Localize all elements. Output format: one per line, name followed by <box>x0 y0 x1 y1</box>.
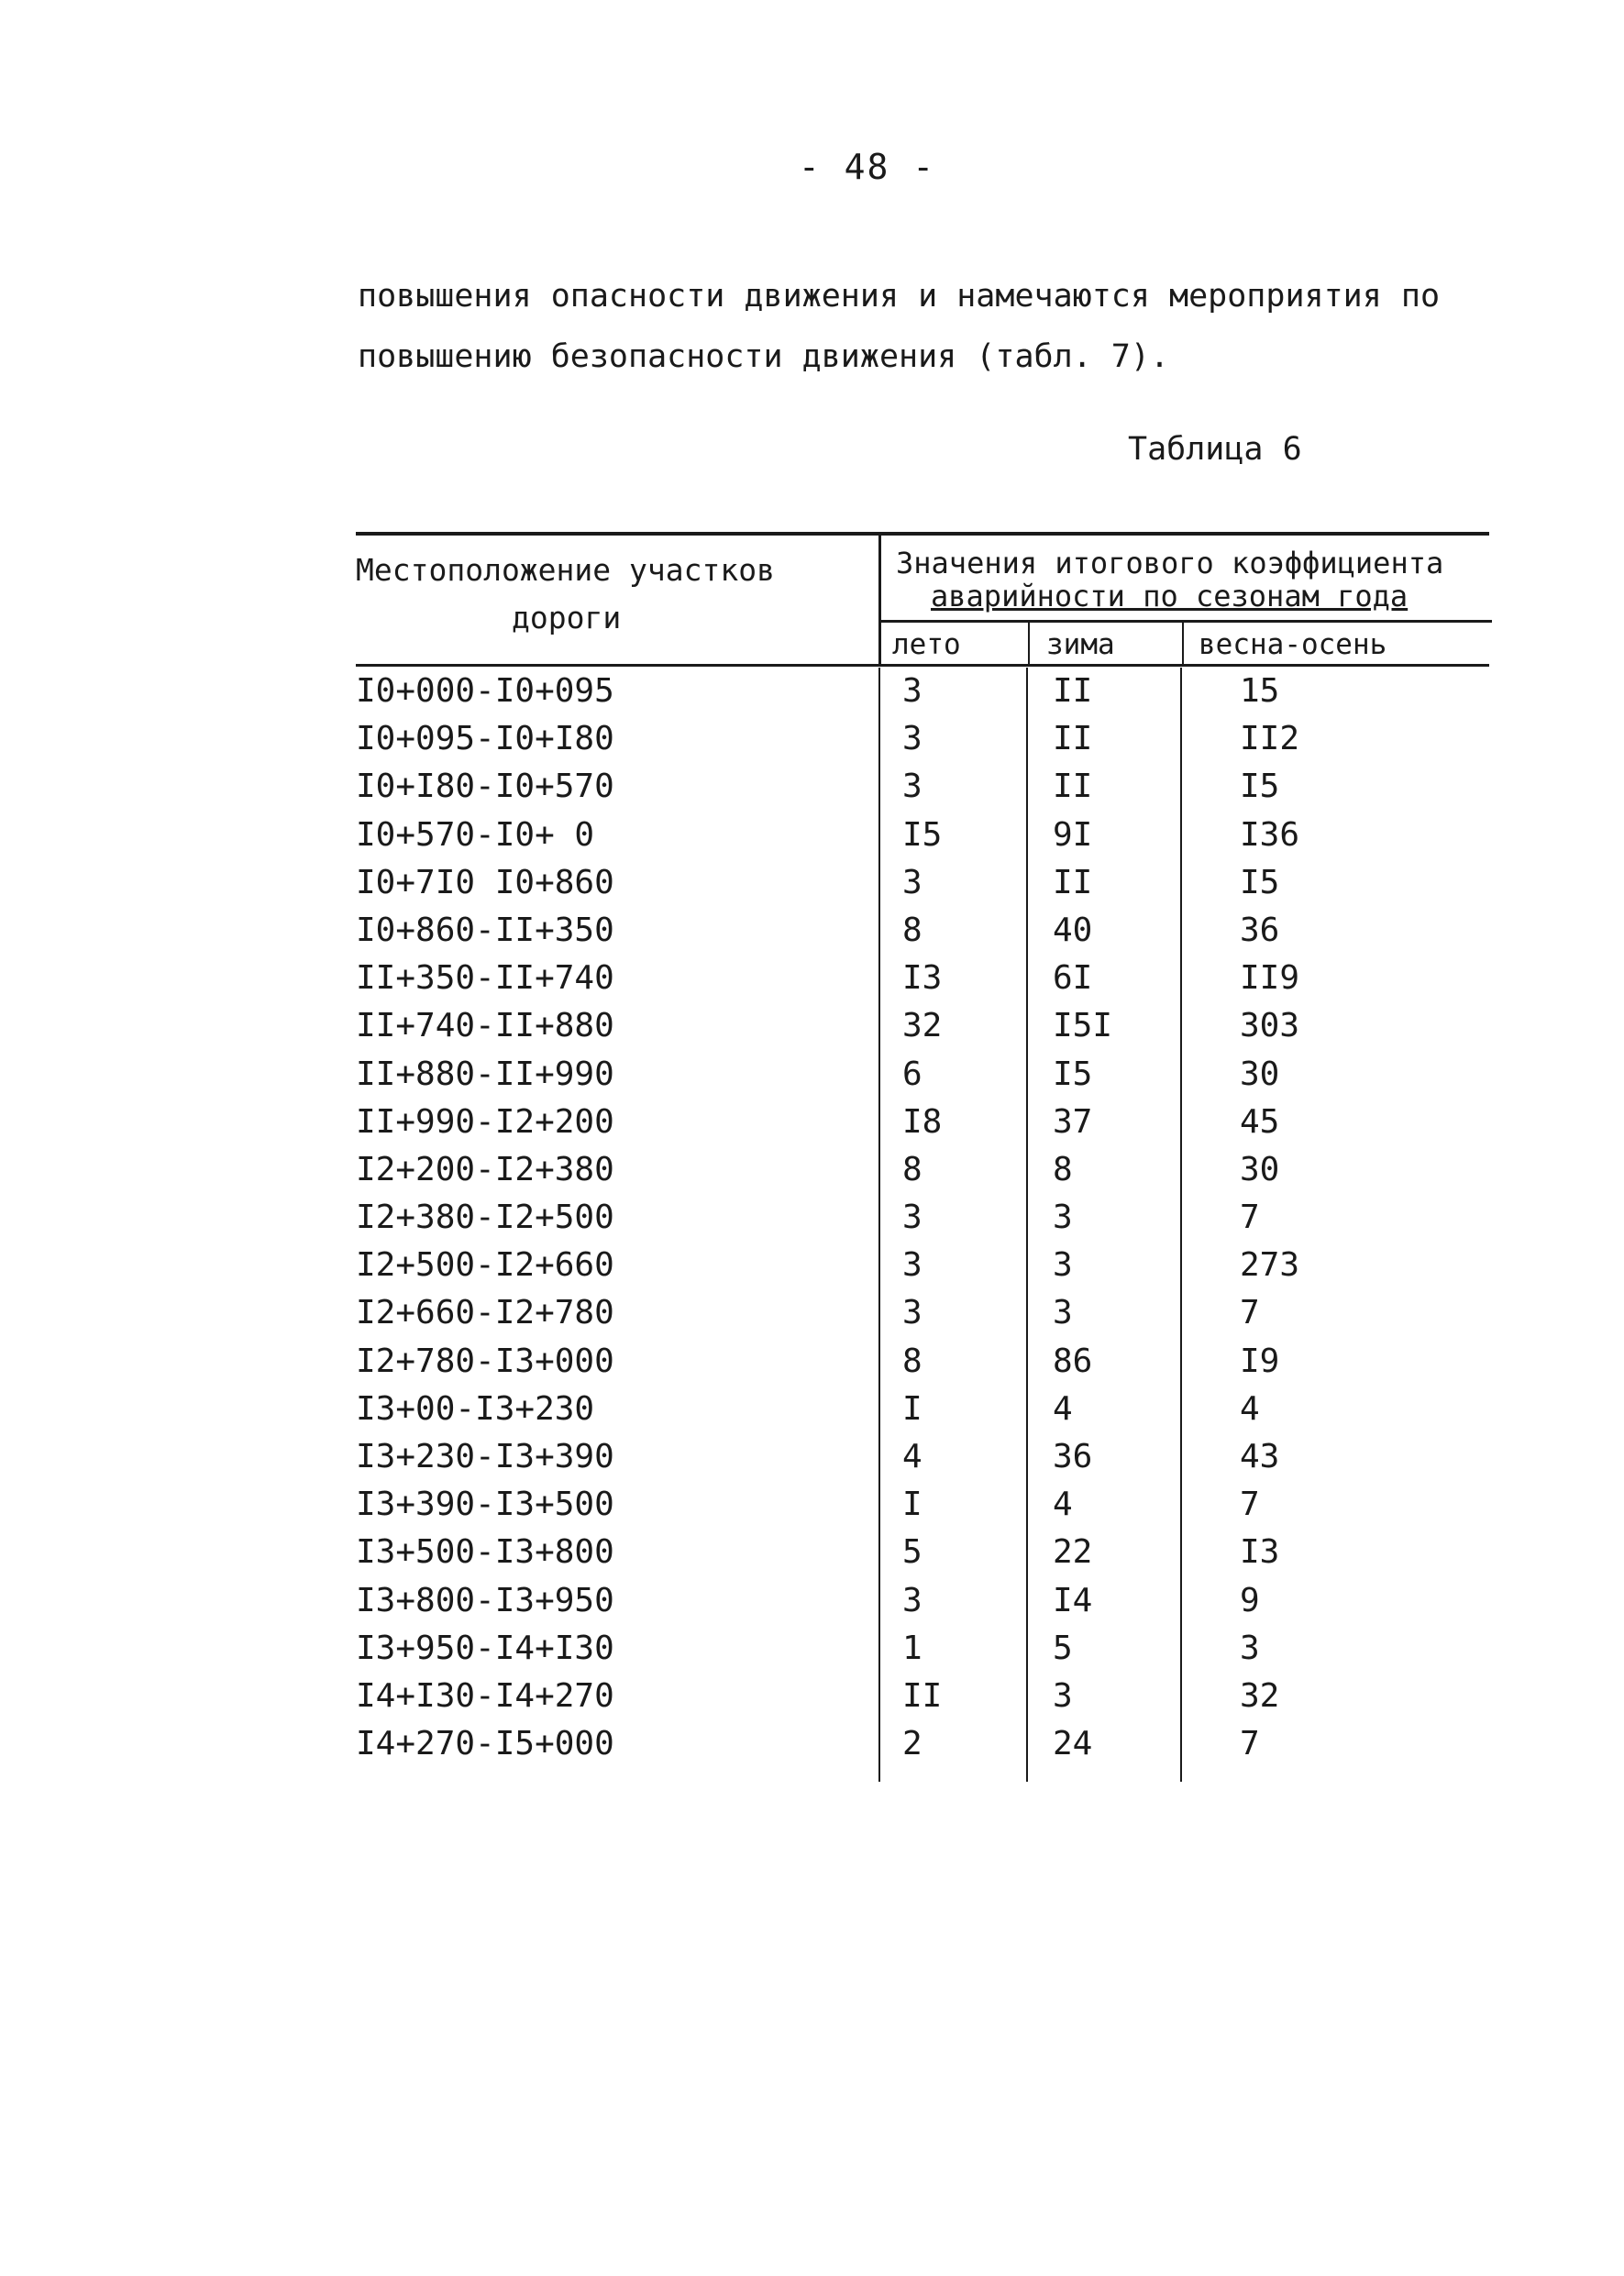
cell-summer: 3 <box>902 672 922 710</box>
cell-winter: II <box>1053 720 1093 758</box>
cell-location: I3+230-I3+390 <box>356 1438 614 1475</box>
cell-winter: II <box>1053 672 1093 710</box>
cell-location: I0+860-II+350 <box>356 911 614 949</box>
header-winter: зима <box>1046 628 1115 661</box>
cell-spring-autumn: I5 <box>1240 768 1280 806</box>
table-row <box>356 1481 1489 1529</box>
cell-winter: 3 <box>1053 1676 1073 1715</box>
table-row <box>356 859 1489 907</box>
cell-location: II+350-II+740 <box>356 959 614 998</box>
page-number: - 48 - <box>798 147 936 187</box>
cell-spring-autumn: 273 <box>1240 1246 1300 1285</box>
cell-location: I3+390-I3+500 <box>356 1486 614 1524</box>
paragraph-line: повышения опасности движения и намечаются мероприятия по <box>358 278 1441 315</box>
table-row <box>356 1577 1489 1625</box>
season-divider <box>1028 623 1030 667</box>
cell-winter: 40 <box>1053 911 1093 949</box>
cell-spring-autumn: 7 <box>1240 1486 1260 1524</box>
header-summer: лето <box>892 628 961 661</box>
cell-location: I4+270-I5+000 <box>356 1725 614 1763</box>
table-row <box>356 1386 1489 1433</box>
cell-location: I2+200-I2+380 <box>356 1150 614 1188</box>
cell-spring-autumn: I36 <box>1240 815 1300 854</box>
cell-summer: 32 <box>902 1007 943 1045</box>
cell-spring-autumn: 43 <box>1240 1438 1280 1475</box>
cell-summer: I3 <box>902 959 943 998</box>
cell-location: I3+800-I3+950 <box>356 1581 614 1619</box>
header-group-line: Значения итогового коэффициента <box>896 546 1444 580</box>
cell-location: I2+500-I2+660 <box>356 1246 614 1285</box>
cell-winter: 22 <box>1053 1533 1093 1572</box>
cell-winter: I5 <box>1053 1055 1093 1093</box>
table-row <box>356 812 1489 859</box>
season-divider <box>1182 623 1184 667</box>
header-group-title <box>896 547 1492 613</box>
table-row <box>356 907 1489 955</box>
cell-winter: 5 <box>1053 1629 1073 1667</box>
cell-summer: 3 <box>902 1199 922 1237</box>
cell-winter: I4 <box>1053 1581 1093 1619</box>
cell-summer: 6 <box>902 1055 922 1093</box>
header-location <box>356 547 869 642</box>
table-row <box>356 1002 1489 1050</box>
cell-summer: 1 <box>902 1629 922 1667</box>
cell-spring-autumn: 32 <box>1240 1676 1280 1715</box>
cell-winter: 36 <box>1053 1438 1093 1475</box>
cell-spring-autumn: I3 <box>1240 1533 1280 1572</box>
cell-location: I3+00-I3+230 <box>356 1389 595 1428</box>
cell-winter: 9I <box>1053 815 1093 854</box>
cell-winter: II <box>1053 768 1093 806</box>
table-caption: Таблица 6 <box>1128 431 1302 468</box>
header-coefficient-group <box>878 536 1492 664</box>
cell-summer: I <box>902 1486 922 1524</box>
cell-summer: I <box>902 1389 922 1428</box>
cell-spring-autumn: 303 <box>1240 1007 1300 1045</box>
cell-location: II+740-II+880 <box>356 1007 614 1045</box>
cell-location: II+990-I2+200 <box>356 1102 614 1141</box>
header-location-line: дороги <box>512 600 622 635</box>
cell-summer: 5 <box>902 1533 922 1572</box>
cell-summer: 3 <box>902 1294 922 1332</box>
cell-summer: I5 <box>902 815 943 854</box>
cell-spring-autumn: I5 <box>1240 863 1280 901</box>
cell-winter: 6I <box>1053 959 1093 998</box>
cell-summer: 4 <box>902 1438 922 1475</box>
cell-spring-autumn: 36 <box>1240 911 1280 949</box>
table-row <box>356 955 1489 1002</box>
header-seasons <box>881 620 1492 667</box>
cell-winter: 37 <box>1053 1102 1093 1141</box>
table-row <box>356 715 1489 763</box>
table-row <box>356 1673 1489 1720</box>
table-row <box>356 1242 1489 1289</box>
cell-location: I0+570-I0+ 0 <box>356 815 595 854</box>
header-spring-autumn: весна-осень <box>1199 628 1387 661</box>
cell-spring-autumn: 7 <box>1240 1199 1260 1237</box>
header-group-line: аварийности по сезонам года <box>931 579 1409 613</box>
cell-winter: 24 <box>1053 1725 1093 1763</box>
cell-summer: 3 <box>902 863 922 901</box>
cell-location: I4+I30-I4+270 <box>356 1676 614 1715</box>
table-row <box>356 1338 1489 1386</box>
cell-winter: II <box>1053 863 1093 901</box>
cell-location: I0+7I0 I0+860 <box>356 863 614 901</box>
cell-location: I2+380-I2+500 <box>356 1199 614 1237</box>
cell-winter: 4 <box>1053 1486 1073 1524</box>
cell-summer: 2 <box>902 1725 922 1763</box>
table-row <box>356 1529 1489 1576</box>
cell-location: I0+000-I0+095 <box>356 672 614 710</box>
table-row <box>356 1194 1489 1242</box>
cell-location: I2+660-I2+780 <box>356 1294 614 1332</box>
cell-summer: 8 <box>902 911 922 949</box>
cell-summer: 3 <box>902 768 922 806</box>
cell-spring-autumn: 3 <box>1240 1629 1260 1667</box>
cell-location: I3+950-I4+I30 <box>356 1629 614 1667</box>
table-row <box>356 763 1489 811</box>
cell-winter: 4 <box>1053 1389 1073 1428</box>
table-row <box>356 1720 1489 1768</box>
cell-location: II+880-II+990 <box>356 1055 614 1093</box>
cell-location: I3+500-I3+800 <box>356 1533 614 1572</box>
cell-winter: I5I <box>1053 1007 1113 1045</box>
cell-summer: 8 <box>902 1342 922 1380</box>
table-header <box>356 536 1489 667</box>
cell-spring-autumn: 4 <box>1240 1389 1260 1428</box>
cell-summer: 3 <box>902 720 922 758</box>
table-row <box>356 1433 1489 1481</box>
cell-spring-autumn: 30 <box>1240 1055 1280 1093</box>
header-location-line: Местоположение участков <box>356 552 775 588</box>
cell-spring-autumn: 30 <box>1240 1150 1280 1188</box>
cell-spring-autumn: 45 <box>1240 1102 1280 1141</box>
cell-spring-autumn: I9 <box>1240 1342 1280 1380</box>
table-row <box>356 1099 1489 1146</box>
table-row <box>356 1051 1489 1099</box>
cell-spring-autumn: II2 <box>1240 720 1300 758</box>
table-row <box>356 1625 1489 1673</box>
table-body <box>356 668 1489 1768</box>
cell-spring-autumn: 9 <box>1240 1581 1260 1619</box>
cell-winter: 8 <box>1053 1150 1073 1188</box>
paragraph-line: повышению безопасности движения (табл. 7). <box>358 338 1170 375</box>
table-row <box>356 1146 1489 1194</box>
cell-summer: 8 <box>902 1150 922 1188</box>
cell-winter: 86 <box>1053 1342 1093 1380</box>
cell-winter: 3 <box>1053 1199 1073 1237</box>
table-row <box>356 1289 1489 1337</box>
cell-spring-autumn: II9 <box>1240 959 1300 998</box>
cell-winter: 3 <box>1053 1294 1073 1332</box>
cell-summer: 3 <box>902 1581 922 1619</box>
cell-spring-autumn: 7 <box>1240 1294 1260 1332</box>
cell-location: I0+095-I0+I80 <box>356 720 614 758</box>
cell-summer: I8 <box>902 1102 943 1141</box>
cell-spring-autumn: 15 <box>1240 672 1280 710</box>
cell-location: I0+I80-I0+570 <box>356 768 614 806</box>
cell-summer: II <box>902 1676 943 1715</box>
body-paragraph <box>358 266 1504 387</box>
cell-winter: 3 <box>1053 1246 1073 1285</box>
cell-location: I2+780-I3+000 <box>356 1342 614 1380</box>
cell-summer: 3 <box>902 1246 922 1285</box>
cell-spring-autumn: 7 <box>1240 1725 1260 1763</box>
table-row <box>356 668 1489 715</box>
